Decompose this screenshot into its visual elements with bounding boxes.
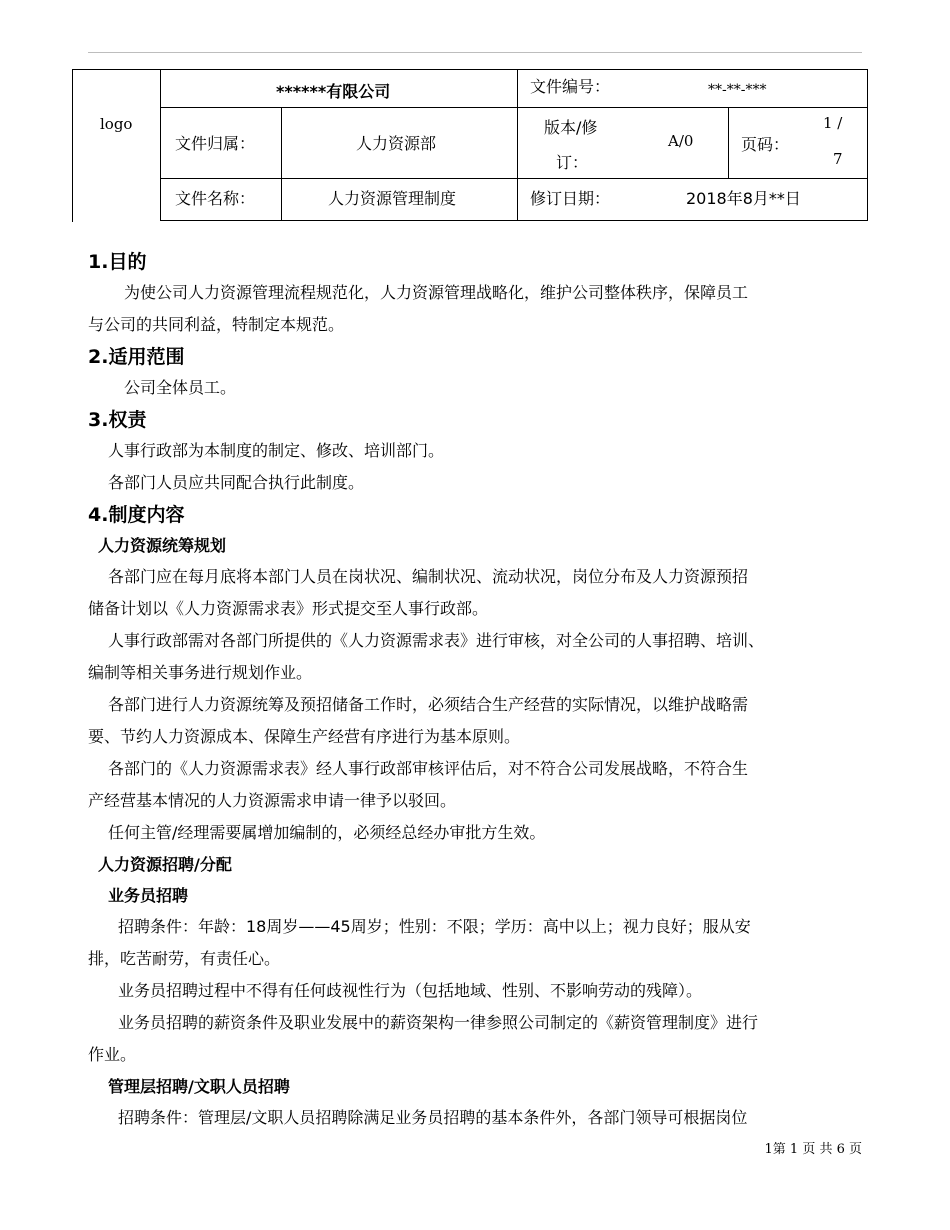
s4-1-p2-line1: 人事行政部需对各部门所提供的《人力资源需求表》进行审核，对全公司的人事招聘、培训、 xyxy=(108,631,765,650)
document-body xyxy=(88,248,868,1134)
s4-1-p3-line1: 各部门进行人力资源统筹及预招储备工作时，必须结合生产经营的实际情况，以维护战略需 xyxy=(108,695,749,714)
name-value-cell xyxy=(281,178,518,221)
owner-label: 文件归属： xyxy=(175,134,256,153)
s1-paragraph-line2: 与公司的共同利益，特制定本规范。 xyxy=(88,315,345,334)
section-4-1-title: 人力资源统筹规划 xyxy=(98,536,227,555)
s4-1-p4-line1: 各部门的《人力资源需求表》经人事行政部审核评估后，对不符合公司发展战略，不符合生 xyxy=(108,759,749,778)
s1-paragraph-line1: 为使公司人力资源管理流程规范化，人力资源管理战略化，维护公司整体秩序，保障员工 xyxy=(124,283,749,302)
version-label-line2: 订： xyxy=(556,153,589,172)
version-cell xyxy=(517,107,729,179)
company-name: ******有限公司 xyxy=(276,82,391,101)
s2-paragraph: 公司全体员工。 xyxy=(124,378,237,397)
s4-1-p4-line2: 产经营基本情况的人力资源需求申请一律予以驳回。 xyxy=(88,791,457,810)
logo-cell xyxy=(72,69,161,222)
s4-2-1-p2: 业务员招聘过程中不得有任何歧视性行为（包括地域、性别、不影响劳动的残障）。 xyxy=(118,981,703,1000)
owner-label-cell xyxy=(160,107,282,179)
header-rule xyxy=(88,52,862,53)
version-label-line1: 版本/修 xyxy=(544,118,598,137)
owner-value-cell xyxy=(281,107,518,179)
rev-date-value: 2018年8月**日 xyxy=(686,189,801,208)
s4-2-1-p1-line2: 排，吃苦耐劳，有责任心。 xyxy=(88,949,281,968)
rev-date-label: 修订日期： xyxy=(530,189,611,208)
page-cell xyxy=(728,107,868,179)
s4-1-p2-line2: 编制等相关事务进行规划作业。 xyxy=(88,663,313,682)
s4-1-p1-line1: 各部门应在每月底将本部门人员在岗状况、编制状况、流动状况，岗位分布及人力资源预招 xyxy=(108,567,749,586)
section-3-title: 3.权责 xyxy=(88,409,147,431)
section-4-2-2-title: 管理层招聘/文职人员招聘 xyxy=(108,1077,290,1096)
name-label-cell xyxy=(160,178,282,221)
doc-no-cell xyxy=(517,69,868,108)
s4-2-1-p3-line2: 作业。 xyxy=(88,1045,137,1064)
doc-no-label: 文件编号： xyxy=(530,77,611,96)
s4-1-p5: 任何主管/经理需要属增加编制的，必须经总经办审批方生效。 xyxy=(108,823,546,842)
name-value: 人力资源管理制度 xyxy=(328,189,457,208)
s4-2-1-p1-line1: 招聘条件：年龄：18周岁——45周岁；性别：不限；学历：高中以上；视力良好；服从安 xyxy=(118,917,751,936)
s4-1-p1-line2: 储备计划以《人力资源需求表》形式提交至人事行政部。 xyxy=(88,599,489,618)
version-value: A/0 xyxy=(668,132,694,150)
page-value-line1: 1 / xyxy=(823,114,843,132)
s4-1-p3-line2: 要、节约人力资源成本、保障生产经营有序进行为基本原则。 xyxy=(88,727,521,746)
owner-value: 人力资源部 xyxy=(356,134,437,153)
s3-paragraph-2: 各部门人员应共同配合执行此制度。 xyxy=(108,473,365,492)
page-value-line2: 7 xyxy=(833,150,843,168)
section-2-title: 2.适用范围 xyxy=(88,346,185,368)
s3-paragraph-1: 人事行政部为本制度的制定、修改、培训部门。 xyxy=(108,441,445,460)
section-1-title: 1.目的 xyxy=(88,251,147,273)
rev-date-cell xyxy=(517,178,868,221)
logo: logo xyxy=(100,115,133,133)
section-4-2-1-title: 业务员招聘 xyxy=(108,886,189,905)
section-4-title: 4.制度内容 xyxy=(88,504,185,526)
section-4-2-title: 人力资源招聘/分配 xyxy=(98,855,232,874)
name-label: 文件名称： xyxy=(175,189,256,208)
s4-2-2-p1: 招聘条件：管理层/文职人员招聘除满足业务员招聘的基本条件外，各部门领导可根据岗位 xyxy=(118,1108,748,1127)
document-header-table xyxy=(72,69,868,221)
company-cell xyxy=(160,69,518,108)
page-label: 页码： xyxy=(741,135,790,154)
doc-no-value: **-**-*** xyxy=(708,82,767,98)
page-footer: 1第 1 页 共 6 页 xyxy=(764,1142,862,1157)
s4-2-1-p3-line1: 业务员招聘的薪资条件及职业发展中的薪资架构一律参照公司制定的《薪资管理制度》进行 xyxy=(118,1013,759,1032)
